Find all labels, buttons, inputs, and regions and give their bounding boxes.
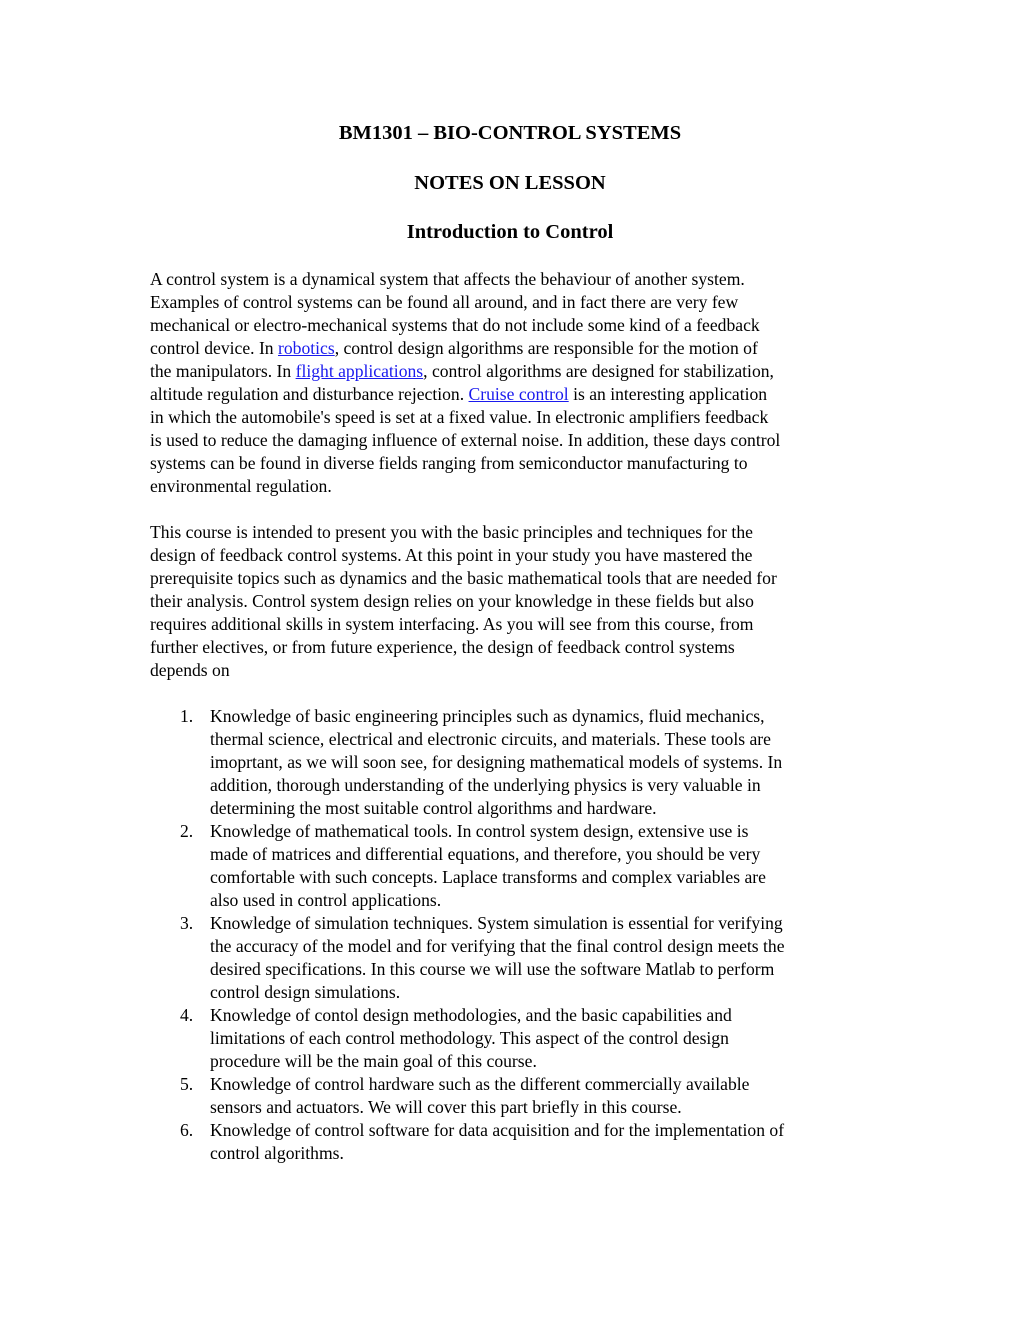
paragraph-line: their analysis. Control system design relies on your knowledge in these fields but also	[150, 591, 754, 611]
list-line: Knowledge of control software for data acquisition and for the implementation of	[210, 1120, 785, 1140]
paragraph-line: mechanical or electro-mechanical systems that do not include some kind of a feedback	[150, 315, 760, 335]
list-line: comfortable with such concepts. Laplace transforms and complex variables are	[210, 867, 766, 887]
list-item	[150, 705, 880, 820]
list-line: made of matrices and differential equations, and therefore, you should be very	[210, 844, 761, 864]
list-item	[150, 1004, 880, 1073]
robotics-link[interactable]: robotics	[278, 338, 335, 358]
list-line: sensors and actuators. We will cover this part briefly in this course.	[210, 1097, 682, 1117]
document-subtitle: NOTES ON LESSON	[414, 172, 606, 194]
list-line: imoprtant, as we will soon see, for designing mathematical models of systems. In	[210, 752, 783, 772]
paragraph-line	[150, 360, 880, 383]
text-run: control device. In	[150, 338, 278, 358]
text-run: is an interesting application	[568, 384, 768, 404]
list-item	[150, 1119, 880, 1165]
list-line: desired specifications. In this course we will use the software Matlab to perform	[210, 959, 775, 979]
paragraph-line: in which the automobile's speed is set at a fixed value. In electronic amplifiers feedback	[150, 407, 769, 427]
list-line: determining the most suitable control algorithms and hardware.	[210, 798, 657, 818]
paragraph-line: design of feedback control systems. At this point in your study you have mastered the	[150, 545, 753, 565]
flight-applications-link[interactable]: flight applications	[295, 361, 424, 381]
intro-paragraph	[150, 268, 880, 498]
list-item	[150, 1073, 880, 1119]
list-line: limitations of each control methodology. This aspect of the control design	[210, 1028, 729, 1048]
paragraph-line: is used to reduce the damaging influence of external noise. In addition, these days control	[150, 430, 781, 450]
list-item	[150, 912, 880, 1004]
paragraph-line: environmental regulation.	[150, 476, 332, 496]
paragraph-line: requires additional skills in system interfacing. As you will see from this course, from	[150, 614, 754, 634]
list-line: control design simulations.	[210, 982, 401, 1002]
document-title: BM1301 – BIO-CONTROL SYSTEMS	[338, 122, 682, 144]
paragraph-line: A control system is a dynamical system that affects the behaviour of another system.	[150, 269, 745, 289]
text-run: , control design algorithms are responsible for the motion of	[334, 338, 758, 358]
paragraph-line: systems can be found in diverse fields ranging from semiconductor manufacturing to	[150, 453, 748, 473]
list-line: Knowledge of simulation techniques. System simulation is essential for verifying	[210, 913, 783, 933]
list-line: the accuracy of the model and for verifying that the final control design meets the	[210, 936, 785, 956]
paragraph-line: depends on	[150, 660, 230, 680]
paragraph-line	[150, 383, 880, 406]
list-number: 3.	[180, 913, 194, 933]
list-line: Knowledge of mathematical tools. In control system design, extensive use is	[210, 821, 749, 841]
paragraph-line: further electives, or from future experience, the design of feedback control systems	[150, 637, 735, 657]
list-number: 6.	[180, 1120, 194, 1140]
list-number: 2.	[180, 821, 194, 841]
list-line: control algorithms.	[210, 1143, 344, 1163]
paragraph-line: prerequisite topics such as dynamics and the basic mathematical tools that are needed for	[150, 568, 777, 588]
list-line: also used in control applications.	[210, 890, 442, 910]
list-number: 5.	[180, 1074, 194, 1094]
knowledge-list	[150, 705, 880, 1165]
list-line: Knowledge of contol design methodologies, and the basic capabilities and	[210, 1005, 732, 1025]
list-line: procedure will be the main goal of this course.	[210, 1051, 537, 1071]
paragraph-line: Examples of control systems can be found all around, and in fact there are very few	[150, 292, 739, 312]
list-line: Knowledge of basic engineering principles such as dynamics, fluid mechanics,	[210, 706, 765, 726]
course-paragraph	[150, 521, 880, 682]
list-line: addition, thorough understanding of the underlying physics is very valuable in	[210, 775, 761, 795]
cruise-control-link[interactable]: Cruise control	[468, 384, 569, 404]
section-title: Introduction to Control	[406, 221, 614, 243]
text-run: the manipulators. In	[150, 361, 296, 381]
list-line: thermal science, electrical and electronic circuits, and materials. These tools are	[210, 729, 771, 749]
list-item	[150, 820, 880, 912]
list-line: Knowledge of control hardware such as the different commercially available	[210, 1074, 750, 1094]
list-number: 4.	[180, 1005, 194, 1025]
paragraph-line	[150, 337, 880, 360]
paragraph-line: This course is intended to present you with the basic principles and techniques for the	[150, 522, 753, 542]
text-run: altitude regulation and disturbance rejection.	[150, 384, 469, 404]
list-number: 1.	[180, 706, 194, 726]
text-run: , control algorithms are designed for stabilization,	[423, 361, 774, 381]
